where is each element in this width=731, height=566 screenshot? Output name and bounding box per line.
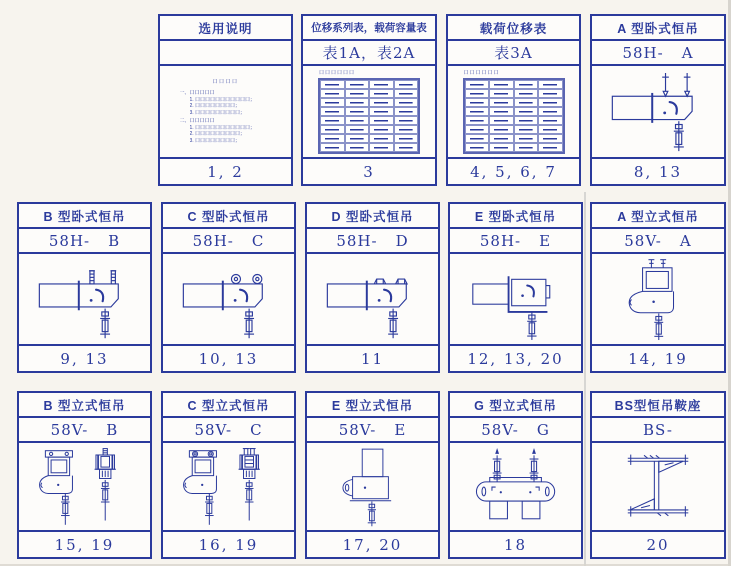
mini-table-cell (538, 98, 563, 107)
panel-title: C 型立式恒吊 (163, 393, 294, 418)
panel-body (303, 66, 435, 157)
panel-58h-e (448, 202, 583, 373)
panel-title: 选用说明 (160, 16, 291, 41)
mini-table-cell (538, 143, 563, 152)
mini-table-cell (489, 143, 514, 152)
mini-table-cell (465, 98, 490, 107)
panel-58h-a (590, 14, 726, 186)
mini-table-cell (320, 89, 345, 98)
mini-table-cell (514, 80, 539, 89)
panel-displacement-series-table (301, 14, 437, 186)
panel-model-code (307, 418, 438, 443)
mini-table-cell (345, 125, 370, 134)
panel-58h-b (17, 202, 152, 373)
mini-table-cell (369, 116, 394, 125)
model-prefix: 58H- (336, 231, 378, 250)
hanger-58h-b-diagram (23, 256, 146, 342)
panel-body (19, 254, 150, 344)
mini-table-cell (465, 134, 490, 143)
mini-table-cell (369, 125, 394, 134)
panel-body (450, 254, 581, 344)
panel-pages: 12, 13, 20 (450, 344, 581, 371)
mini-table-cell (514, 89, 539, 98)
mini-table-cell (320, 134, 345, 143)
panel-body (163, 443, 294, 530)
saddle-bs-diagram (596, 445, 720, 528)
hanger-58h-e-diagram (454, 256, 577, 342)
mini-table-cell (320, 143, 345, 152)
mini-table-cell (369, 89, 394, 98)
panel-58v-e (305, 391, 440, 559)
selection-notes-text (174, 79, 278, 145)
panel-pages: 9, 13 (19, 344, 150, 371)
mini-table-cell (514, 134, 539, 143)
panel-pages: 20 (592, 530, 724, 557)
model-prefix: 58H- (622, 43, 664, 62)
model-suffix: B (106, 420, 119, 439)
model-prefix: 58V- (624, 231, 662, 250)
mini-table-cell (538, 116, 563, 125)
notes-line: 一、口口口口口 (179, 90, 215, 97)
mini-table-cell (345, 116, 370, 125)
panel-pages: 15, 19 (19, 530, 150, 557)
mini-table-cell (345, 80, 370, 89)
model-suffix: E (394, 420, 407, 439)
panel-body (163, 254, 294, 344)
panel-pages: 4, 5, 6, 7 (448, 157, 579, 184)
notes-line: 1. 口口口口口口口口口口口； (189, 96, 256, 103)
model-prefix: 58V- (50, 420, 89, 439)
panel-58h-d (305, 202, 440, 373)
panel-title: A 型卧式恒吊 (592, 16, 724, 41)
mini-table-cell (320, 80, 345, 89)
panel-body (307, 254, 438, 344)
panel-model-code (448, 41, 579, 66)
notes-line: 3. 口口口口口口口口口； (189, 109, 246, 116)
mini-table-cell (465, 80, 490, 89)
notes-line: 二、口口口口口 (179, 118, 215, 125)
mini-table-caption: 口口口口口口 (319, 70, 356, 76)
model-prefix: 58H- (479, 231, 522, 250)
mini-table-cell (514, 107, 539, 116)
mini-table-cell (514, 143, 539, 152)
model-suffix: G (536, 420, 550, 439)
notes-line: 口口口口 (212, 78, 239, 85)
hanger-58h-a-diagram (596, 68, 720, 154)
model-suffix: A (679, 231, 692, 250)
panel-pages: 1, 2 (160, 157, 291, 184)
model-prefix: 58V- (481, 420, 519, 439)
panel-model-code (592, 418, 724, 443)
mini-table-cell (369, 107, 394, 116)
panel-title: A 型立式恒吊 (592, 204, 724, 229)
mini-table-cell (538, 80, 563, 89)
mini-table-cell (345, 89, 370, 98)
mini-table-cell (369, 80, 394, 89)
model-suffix: C (251, 231, 265, 250)
panel-load-displacement-table (446, 14, 581, 186)
hanger-58v-e-diagram (311, 445, 434, 528)
panel-model-code (450, 229, 581, 254)
panel-selection-notes (158, 14, 293, 186)
mini-table-cell (489, 134, 514, 143)
panel-pages: 18 (450, 530, 581, 557)
model-suffix: C (250, 420, 263, 439)
mini-table-cell (489, 116, 514, 125)
model-suffix: B (108, 231, 121, 250)
mini-table (318, 78, 420, 154)
mini-table-cell (369, 134, 394, 143)
mini-table-cell (320, 125, 345, 134)
panel-58v-g (448, 391, 583, 559)
notes-line: 3. 口口口口口口口口； (189, 137, 241, 144)
mini-table-cell (394, 143, 419, 152)
mini-table-cell (538, 134, 563, 143)
notes-line: 2. 口口口口口口口口口； (189, 131, 246, 138)
mini-table-cell (514, 98, 539, 107)
notes-line: 1. 口口口口口口口口口口口； (189, 124, 256, 131)
model-prefix: 58V- (338, 420, 377, 439)
mini-table-cell (394, 116, 419, 125)
panel-model-code (163, 418, 294, 443)
model-suffix: A (681, 43, 694, 62)
mini-table-cell (394, 107, 419, 116)
panel-58v-c (161, 391, 296, 559)
panel-title: E 型卧式恒吊 (450, 204, 581, 229)
model-prefix: 表3A (494, 44, 533, 62)
scan-artifact-line (584, 192, 586, 566)
mini-table-cell (394, 98, 419, 107)
panel-title: B 型立式恒吊 (19, 393, 150, 418)
model-suffix: D (395, 231, 409, 250)
panel-pages: 10, 13 (163, 344, 294, 371)
mini-table-cell (489, 98, 514, 107)
mini-table-cell (394, 125, 419, 134)
mini-table-cell (489, 125, 514, 134)
mini-table-figure (463, 69, 565, 154)
panel-58v-a (590, 202, 726, 373)
mini-table-cell (320, 107, 345, 116)
panel-body (592, 443, 724, 530)
panel-pages: 14, 19 (592, 344, 724, 371)
hanger-58h-c-diagram (167, 256, 290, 342)
panel-body (450, 443, 581, 530)
panel-pages: 3 (303, 157, 435, 184)
panel-bs-saddle (590, 391, 726, 559)
mini-table-cell (369, 143, 394, 152)
panel-title: 载荷位移表 (448, 16, 579, 41)
panel-58v-b (17, 391, 152, 559)
mini-table-cell (345, 134, 370, 143)
panel-pages: 8, 13 (592, 157, 724, 184)
hanger-58v-g-diagram (454, 445, 577, 528)
mini-table-cell (489, 89, 514, 98)
panel-model-code (592, 41, 724, 66)
mini-table-cell (514, 116, 539, 125)
hanger-58v-b-diagram (23, 445, 146, 528)
panel-title: G 型立式恒吊 (450, 393, 581, 418)
panel-pages: 11 (307, 344, 438, 371)
panel-body (448, 66, 579, 157)
panel-pages: 17, 20 (307, 530, 438, 557)
panel-title: B 型卧式恒吊 (19, 204, 150, 229)
model-prefix: 58V- (194, 420, 233, 439)
mini-table-cell (394, 80, 419, 89)
panel-pages: 16, 19 (163, 530, 294, 557)
panel-body (592, 66, 724, 157)
panel-body (592, 254, 724, 344)
model-suffix: E (539, 231, 552, 250)
panel-model-code (303, 41, 435, 66)
mini-table-cell (538, 89, 563, 98)
panel-model-code (163, 229, 294, 254)
mini-table-cell (465, 125, 490, 134)
hanger-58v-a-diagram (596, 256, 720, 342)
mini-table-cell (394, 134, 419, 143)
mini-table-cell (514, 125, 539, 134)
mini-table-cell (465, 107, 490, 116)
panel-title: 位移系列表，载荷容量表 (303, 16, 435, 41)
panel-58h-c (161, 202, 296, 373)
mini-table-cell (465, 89, 490, 98)
panel-model-code (19, 229, 150, 254)
mini-table-cell (345, 107, 370, 116)
mini-table-cell (538, 125, 563, 134)
mini-table-cell (489, 80, 514, 89)
panel-model-code (19, 418, 150, 443)
mini-table-cell (465, 116, 490, 125)
model-prefix: 58H- (192, 231, 234, 250)
model-prefix: BS- (643, 420, 673, 439)
mini-table (463, 78, 565, 154)
model-prefix: 表1A，表2A (322, 44, 416, 62)
mini-table-cell (320, 116, 345, 125)
panel-title: BS型恒吊鞍座 (592, 393, 724, 418)
mini-table-cell (345, 98, 370, 107)
panel-title: D 型卧式恒吊 (307, 204, 438, 229)
panel-title: C 型卧式恒吊 (163, 204, 294, 229)
hanger-58v-c-diagram (167, 445, 290, 528)
mini-table-figure (318, 69, 420, 154)
mini-table-cell (320, 98, 345, 107)
panel-model-code (450, 418, 581, 443)
mini-table-caption: 口口口口口口 (463, 70, 500, 76)
mini-table-cell (489, 107, 514, 116)
model-prefix: 58H- (48, 231, 91, 250)
panel-model-code (592, 229, 724, 254)
panel-model-code (160, 41, 291, 66)
mini-table-cell (465, 143, 490, 152)
notes-line: 2. 口口口口口口口口； (189, 103, 241, 110)
panel-title: E 型立式恒吊 (307, 393, 438, 418)
mini-table-cell (394, 89, 419, 98)
hanger-58h-d-diagram (311, 256, 434, 342)
panel-body (160, 66, 291, 157)
mini-table-cell (538, 107, 563, 116)
panel-model-code (307, 229, 438, 254)
panel-body (307, 443, 438, 530)
mini-table-cell (345, 143, 370, 152)
mini-table-cell (369, 98, 394, 107)
panel-body (19, 443, 150, 530)
